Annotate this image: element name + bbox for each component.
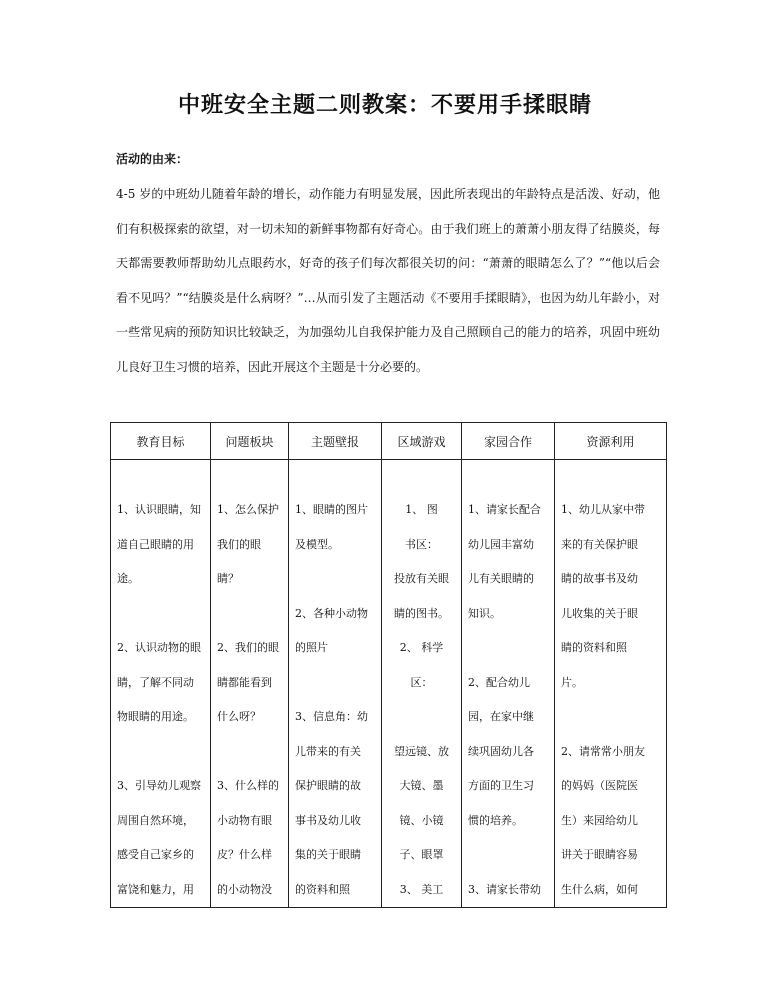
cell-text-line: 2、 科学 — [399, 641, 444, 654]
cell-resource-use — [555, 460, 667, 908]
cell-text-line: 镜、小镜 — [399, 813, 444, 827]
cell-text-line: 富饶和魅力，用 — [117, 882, 194, 896]
cell-text-line: 的资料和照 — [295, 882, 350, 896]
cell-text-line: 方面的卫生习 — [468, 779, 534, 792]
cell-text-line: 的妈妈（医院医 — [561, 779, 638, 792]
cell-text-line — [217, 597, 282, 632]
cell-text-line: 的照片 — [295, 641, 328, 654]
header-home-cooperation: 家园合作 — [462, 423, 555, 460]
document-title: 中班安全主题二则教案：不要用手揉眼睛 — [177, 93, 592, 118]
cell-text-line: 小动物有眼 — [217, 813, 272, 827]
header-theme-wall: 主题壁报 — [289, 423, 382, 460]
cell-text-line — [468, 631, 548, 666]
table-header-row — [111, 423, 667, 460]
cell-text-line — [295, 562, 375, 597]
cell-text-line: 园，在家中继 — [468, 710, 534, 723]
intro-paragraph: 4-5 岁的中班幼儿随着年龄的增长，动作能力有明显发展，因此所表现出的年龄特点是活泼、好动，他们有积极探索的欲望，对一切未知的新鲜事物都有好奇心。由于我们班上的萧萧小朋友得了结膜炎，每天都需要教师帮助幼儿点眼药水，好奇的孩子们每次都很关切的问：“萧萧的眼睛怎么了？”“他以后会看不见吗？”“结膜炎是什么病呀？”…从而引发了主题活动《不要用手揉眼睛》，也因为幼儿年龄小，对一些常见病的预防知识比较缺乏，为加强幼儿自我保护能力及自己照顾自己的能力的培养，巩固中班幼儿良好卫生习惯的培养，因此开展这个主题是十分必要的。 — [116, 187, 660, 374]
header-education-goals: 教育目标 — [111, 423, 211, 460]
cell-text-line: 惯的培养。 — [468, 813, 523, 827]
header-question-section: 问题板块 — [211, 423, 289, 460]
cell-text-line: 睛的资料和照 — [561, 641, 627, 654]
cell-text-line — [468, 838, 548, 873]
table-row — [111, 460, 667, 908]
cell-home-cooperation — [462, 460, 555, 908]
cell-text-line: 周围自然环境， — [117, 813, 194, 827]
cell-question-section — [211, 460, 289, 908]
cell-text-line — [117, 735, 204, 770]
cell-text-line: 片。 — [561, 675, 583, 689]
cell-area-games — [382, 460, 462, 908]
cell-text-line: 生）来园给幼儿 — [561, 813, 638, 827]
cell-text-line: 什么呀？ — [217, 710, 261, 723]
cell-text-line: 保护眼睛的故 — [295, 779, 361, 792]
cell-text-line: 3、 美工 — [399, 882, 444, 896]
cell-text-line: 生什么病，如何 — [561, 882, 638, 896]
cell-text-line: 续巩固幼儿各 — [468, 744, 534, 758]
cell-text-line — [295, 666, 375, 701]
cell-text-line: 3、请家长带幼 — [468, 882, 541, 896]
cell-text-line: 及模型。 — [295, 537, 339, 551]
cell-text-line: 睛的图书。 — [394, 606, 449, 620]
cell-text-line — [217, 735, 282, 770]
cell-text-line: 2、认识动物的眼 — [117, 641, 201, 654]
cell-text-line: 知识。 — [468, 606, 501, 620]
cell-text-line: 物眼睛的用途。 — [117, 710, 194, 723]
plan-table — [110, 422, 667, 908]
cell-text-line: 皮？什么样 — [217, 848, 272, 861]
cell-text-line: 3、引导幼儿观察 — [117, 779, 201, 792]
cell-text-line: 1、 图 — [405, 503, 438, 516]
cell-text-line: 道自己眼睛的用 — [117, 537, 194, 551]
cell-text-line: 儿带来的有关 — [295, 744, 361, 758]
cell-text-line: 我们的眼 — [217, 537, 261, 551]
cell-text-line: 3、信息角：幼 — [295, 710, 368, 723]
cell-text-line: 儿收集的关于眼 — [561, 606, 638, 620]
cell-text-line: 子、眼罩 — [399, 848, 444, 861]
cell-text-line: 1、认识眼睛，知 — [117, 503, 201, 516]
cell-text-line: 讲关于眼睛容易 — [561, 848, 638, 861]
cell-text-line: 书区： — [405, 537, 438, 551]
cell-text-line: 区： — [410, 675, 433, 689]
cell-text-line: 来的有关保护眼 — [561, 537, 638, 551]
cell-text-line: 睛都能看到 — [217, 675, 272, 689]
cell-text-line: 集的关于眼睛 — [295, 848, 361, 861]
cell-text-line: 幼儿园丰富幼 — [468, 537, 534, 551]
cell-text-line — [388, 700, 455, 735]
cell-text-line: 的小动物没 — [217, 882, 272, 896]
cell-text-line: 途。 — [117, 572, 139, 585]
cell-text-line: 2、各种小动物 — [295, 606, 368, 620]
cell-text-line: 1、请家长配合 — [468, 503, 541, 516]
cell-text-line: 3、什么样的 — [217, 779, 279, 792]
cell-text-line: 1、幼儿从家中带 — [561, 503, 645, 516]
cell-text-line: 望远镜、放 — [394, 744, 449, 758]
cell-text-line: 睛？ — [217, 572, 239, 585]
cell-education-goals — [111, 460, 211, 908]
cell-text-line: 2、配合幼儿 — [468, 675, 530, 689]
header-resource-use: 资源利用 — [555, 423, 667, 460]
cell-text-line: 睛，了解不同动 — [117, 675, 194, 689]
cell-text-line: 2、请常常小朋友 — [561, 744, 645, 758]
cell-text-line: 睛的故事书及幼 — [561, 572, 638, 585]
cell-text-line: 投放有关眼 — [394, 572, 449, 585]
cell-text-line: 1、眼睛的图片 — [295, 503, 368, 516]
header-area-games: 区域游戏 — [382, 423, 462, 460]
cell-text-line: 儿有关眼睛的 — [468, 572, 534, 585]
cell-text-line: 事书及幼儿收 — [295, 813, 361, 827]
cell-text-line: 大镜、墨 — [399, 779, 444, 792]
cell-text-line: 感受自己家乡的 — [117, 848, 194, 861]
cell-text-line: 1、怎么保护 — [217, 503, 279, 516]
section-heading: 活动的由来： — [116, 152, 189, 166]
cell-text-line — [561, 700, 660, 735]
cell-text-line: 2、我们的眼 — [217, 641, 279, 654]
cell-text-line — [117, 597, 204, 632]
cell-theme-wall — [289, 460, 382, 908]
